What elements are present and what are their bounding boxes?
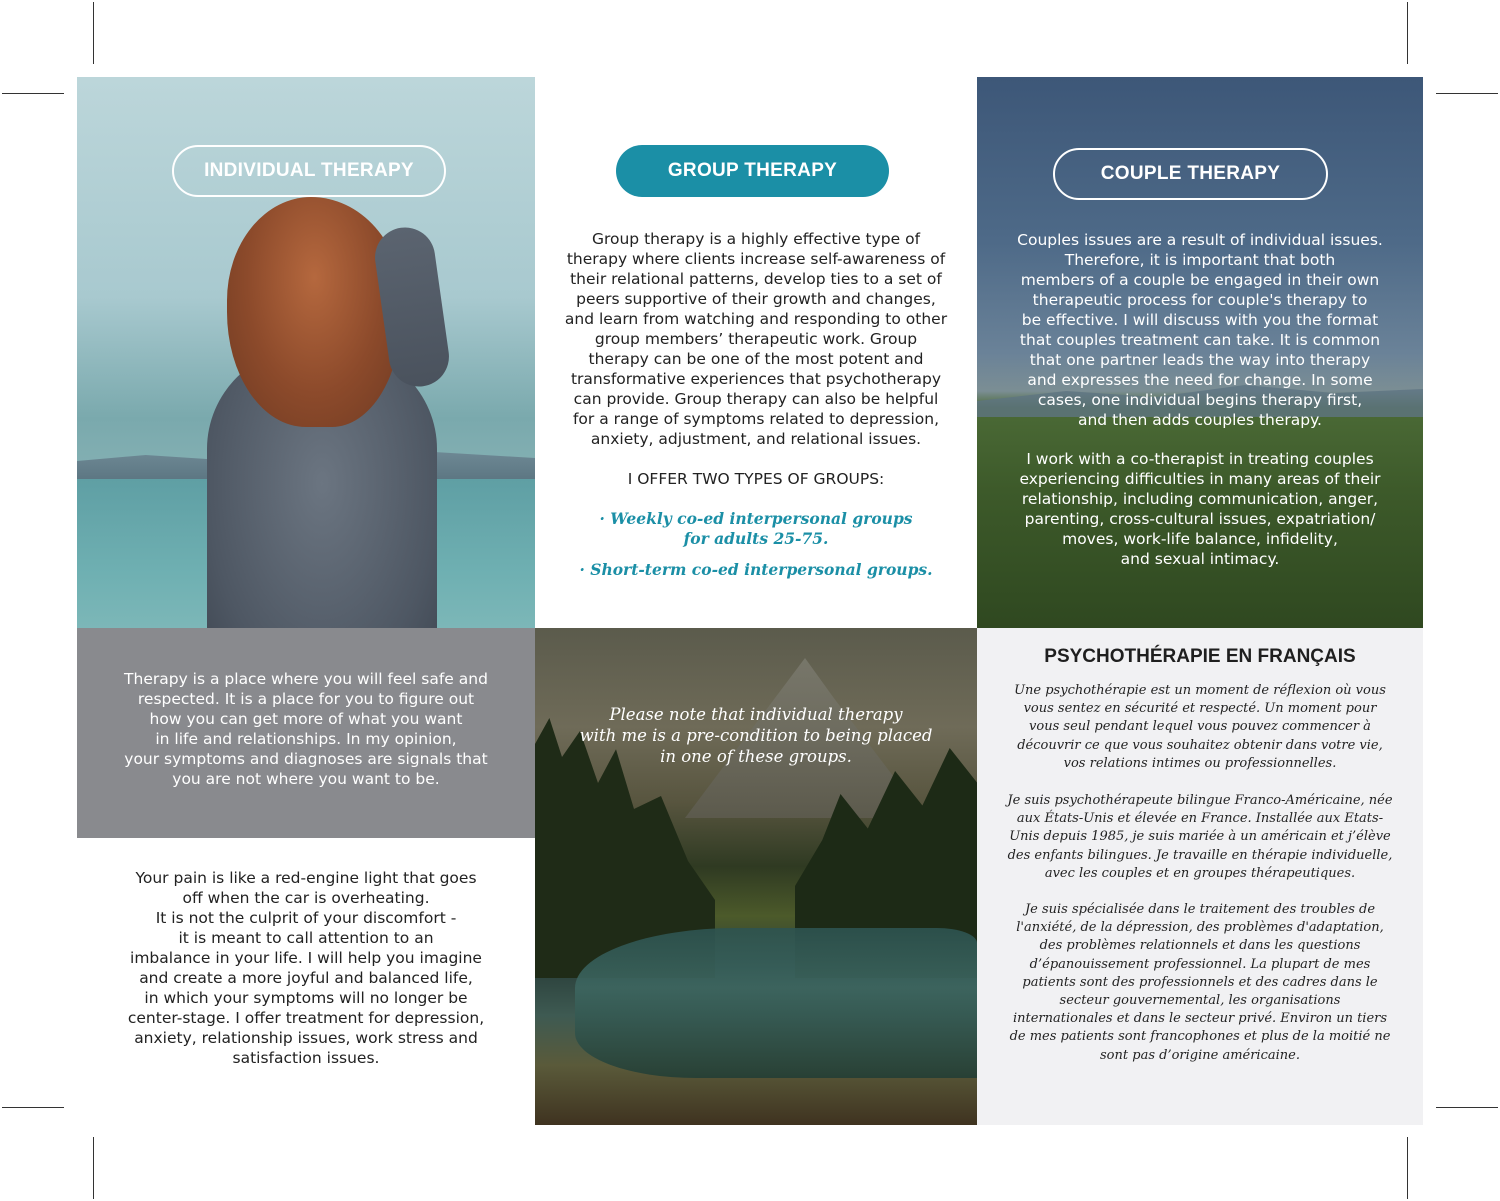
group-offer-label: I OFFER TWO TYPES OF GROUPS: bbox=[627, 470, 885, 488]
group-type-weekly: · Weekly co-ed interpersonal groups for adults 25-75. bbox=[599, 509, 913, 548]
couple-cotherapist-description: I work with a co-therapist in treating couples experiencing difficulties in many areas of their relationship, including communication, anger, parenting, cross-cultural issues, expatriation/ moves, work-life balance, infidelity, and sexual intimacy. bbox=[1019, 450, 1381, 568]
couple-therapy-title: COUPLE THERAPY bbox=[1053, 148, 1328, 200]
forest-lake-photo bbox=[535, 628, 977, 1125]
crop-mark bbox=[2, 1107, 64, 1108]
individual-therapy-title: INDIVIDUAL THERAPY bbox=[172, 145, 446, 197]
crop-mark bbox=[1436, 1107, 1498, 1108]
couple-therapy-description: Couples issues are a result of individual issues. Therefore, it is important that both members of a couple be engaged in their own therapeutic process for couple's therapy to be effective. I will discuss with you the format that couples treatment can take. It is common that one partner leads the way into therapy and expresses the need for change. In some cases, one individual begins therapy first, and then adds couples therapy. bbox=[1017, 231, 1383, 429]
crop-mark bbox=[1407, 2, 1408, 64]
photo-lake bbox=[575, 928, 977, 1078]
group-therapy-description: Group therapy is a highly effective type of therapy where clients increase self-awareness of their relational patterns, develop ties to a set of peers supportive of their growth and changes, and learn from watching and responding to other group members’ therapeutic work. Group therapy can be one of the most potent and transformative experiences that psychotherapy can provide. Group therapy can also be helpful for a range of symptoms related to depression, anxiety, adjustment, and relational issues. bbox=[564, 230, 948, 448]
french-paragraph-3: Je suis spécialisée dans le traitement des troubles de l'anxiété, de la dépression, des problèmes d'adaptation, des problèmes relationnels et dans les questions d’épanouissement professionnel. La plupart de mes patients sont des professionnels et des cadres dans le secteur gouvernemental, les organisations internationales et dans le secteur privé. Environ un tiers de mes patients sont francophones et plus de la moitié ne sont pas d’origine américaine. bbox=[1009, 902, 1391, 1063]
crop-mark bbox=[2, 93, 64, 94]
group-precondition-note: Please note that individual therapy with me is a pre-condition to being placed in one of these groups. bbox=[579, 705, 933, 766]
individual-therapy-body: Your pain is like a red-engine light that goes off when the car is overheating. It is not the culprit of your discomfort - it is meant to call attention to an imbalance in your life. I will help you imagine and create a more joyful and balanced life, in which your symptoms will no longer be center-stage. I offer treatment for depression, anxiety, relationship issues, work stress and satisfaction issues. bbox=[127, 869, 485, 1067]
individual-therapy-intro: Therapy is a place where you will feel safe and respected. It is a place for you to figure out how you can get more of what you want in life and relationships. In my opinion, your symptoms and diagnoses are signals that you are not where you want to be. bbox=[124, 670, 488, 788]
crop-mark bbox=[1436, 93, 1498, 94]
crop-mark bbox=[93, 2, 94, 64]
french-paragraph-2: Je suis psychothérapeute bilingue Franco-Américaine, née aux États-Unis et élevée en France. Installée aux Etats- Unis depuis 1985, je suis mariée à un américain et j’élève des enfants bilingues. Je travaille en thérapie individuelle, avec les couples et en groupes thérapeutiques. bbox=[1007, 793, 1393, 881]
group-therapy-title: GROUP THERAPY bbox=[616, 145, 889, 197]
photo-woman-hair bbox=[227, 197, 402, 427]
french-heading: PSYCHOTHÉRAPIE EN FRANÇAIS bbox=[1044, 646, 1356, 667]
group-type-short-term: · Short-term co-ed interpersonal groups. bbox=[579, 560, 933, 579]
french-paragraph-1: Une psychothérapie est un moment de réflexion où vous vous sentez en sécurité et respecté. Un moment pour vous seul pendant lequel vous pouvez commencer à découvrir ce que vous souhaitez obtenir dans votre vie, vos relations intimes ou professionnelles. bbox=[1014, 683, 1386, 771]
crop-mark bbox=[93, 1137, 94, 1199]
crop-mark bbox=[1407, 1137, 1408, 1199]
